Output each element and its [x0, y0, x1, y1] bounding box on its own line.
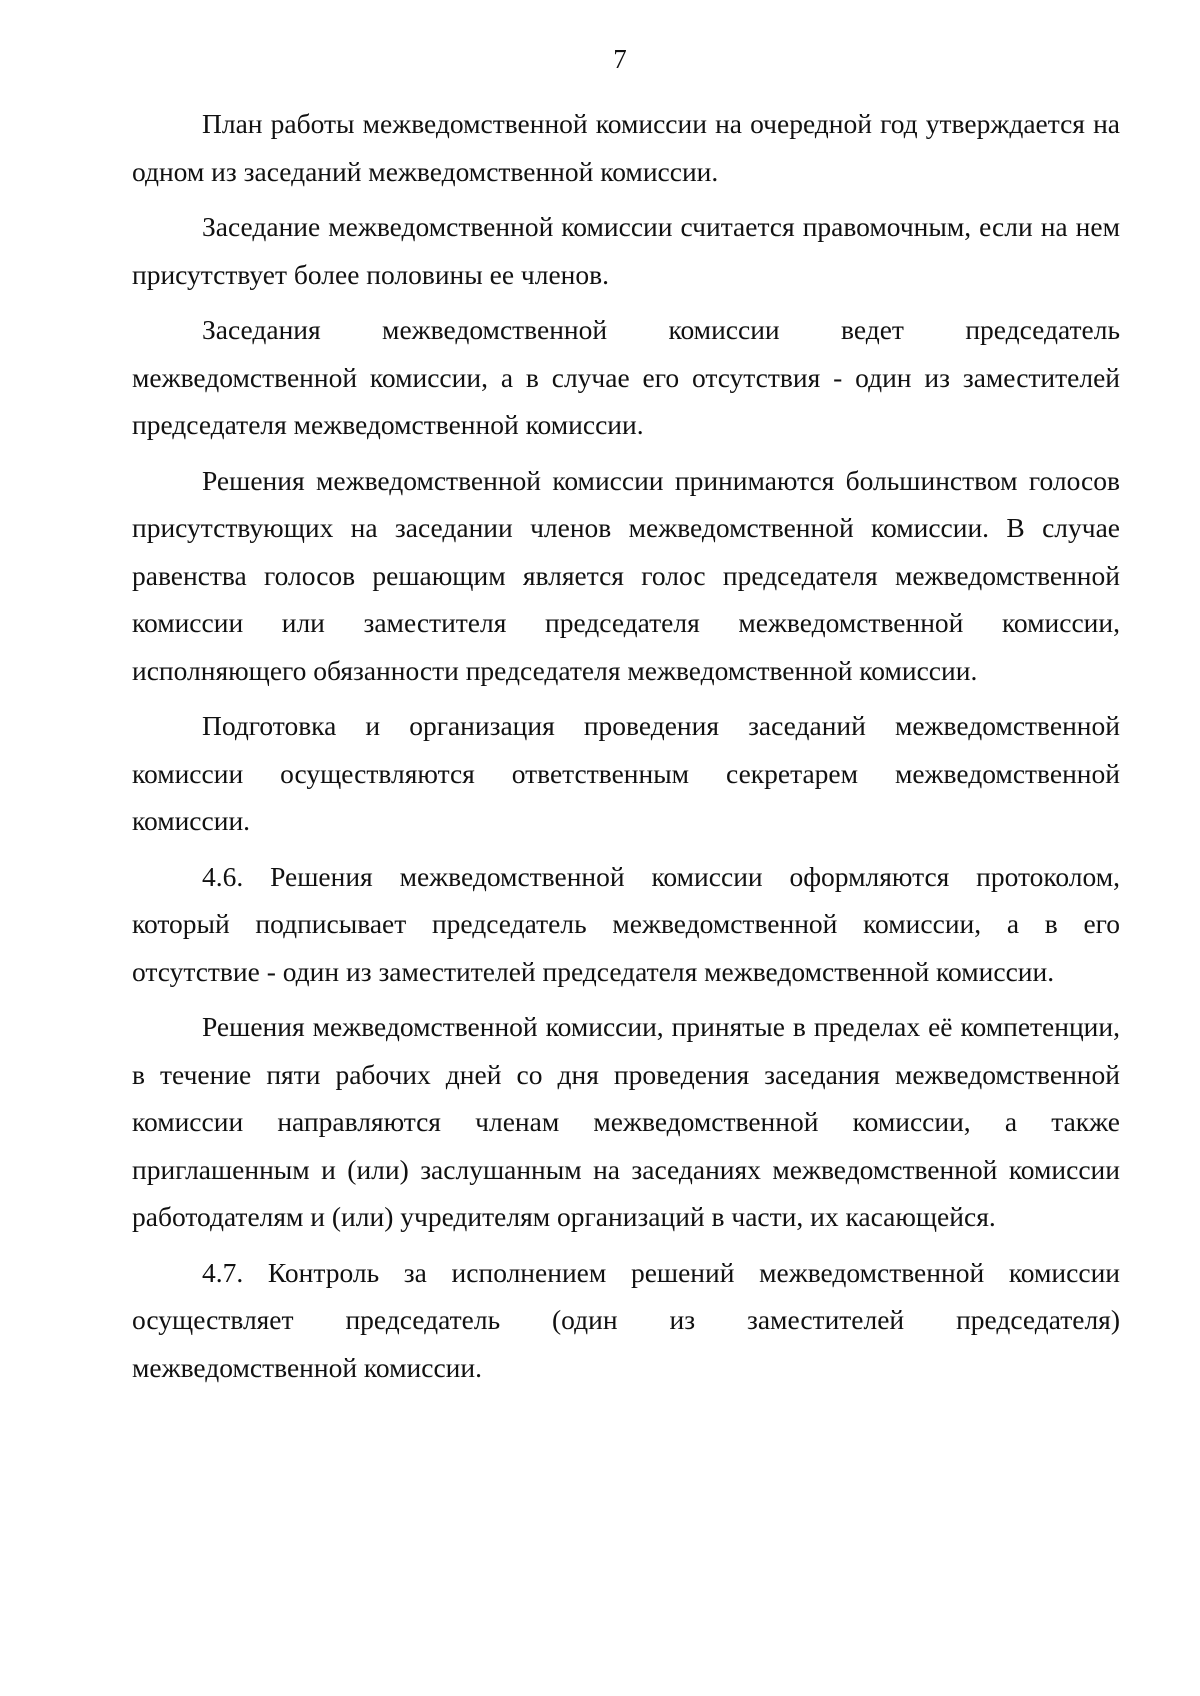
paragraph-4-7-control: 4.7. Контроль за исполнением решений межведомственной комиссии осуществляет председатель (один из заместителей председателя) межведомственной комиссии.	[132, 1256, 1120, 1383]
paragraph-quorum: Заседание межведомственной комиссии считается правомочным, если на нем присутствует более половины ее членов.	[132, 211, 1120, 290]
paragraph-decisions-voting: Решения межведомственной комиссии принимаются большинством голосов присутствующих на заседании членов межведомственной комиссии. В случае равенства голосов решающим является голос председателя межведомственной комиссии или заместителя председателя межведомственной комиссии, исполняющего обязанности председателя межведомственной комиссии.	[132, 464, 1120, 686]
paragraph-decisions-distribution: Решения межведомственной комиссии, принятые в пределах её компетенции, в течение пяти рабочих дней со дня проведения заседания межведомственной комиссии направляются членам межведомственной комиссии, а также приглашенным и (или) заслушанным на заседаниях межведомственной комиссии работодателям и (или) учредителям организаций в части, их касающейся.	[132, 1011, 1120, 1232]
paragraph-preparation: Подготовка и организация проведения заседаний межведомственной комиссии осуществляются ответственным секретарем межведомственной комиссии.	[132, 710, 1120, 836]
document-body	[132, 100, 1120, 1399]
paragraph-chairing: Заседания межведомственной комиссии ведет председатель межведомственной комиссии, а в случае его отсутствия - один из заместителей председателя межведомственной комиссии.	[132, 314, 1120, 440]
paragraph-4-6-protocol: 4.6. Решения межведомственной комиссии оформляются протоколом, который подписывает председатель межведомственной комиссии, а в его отсутствие - один из заместителей председателя межведомственной комиссии.	[132, 860, 1120, 987]
paragraph-work-plan: План работы межведомственной комиссии на очередной год утверждается на одном из заседаний межведомственной комиссии.	[132, 108, 1120, 187]
page-number: 7	[613, 44, 627, 74]
